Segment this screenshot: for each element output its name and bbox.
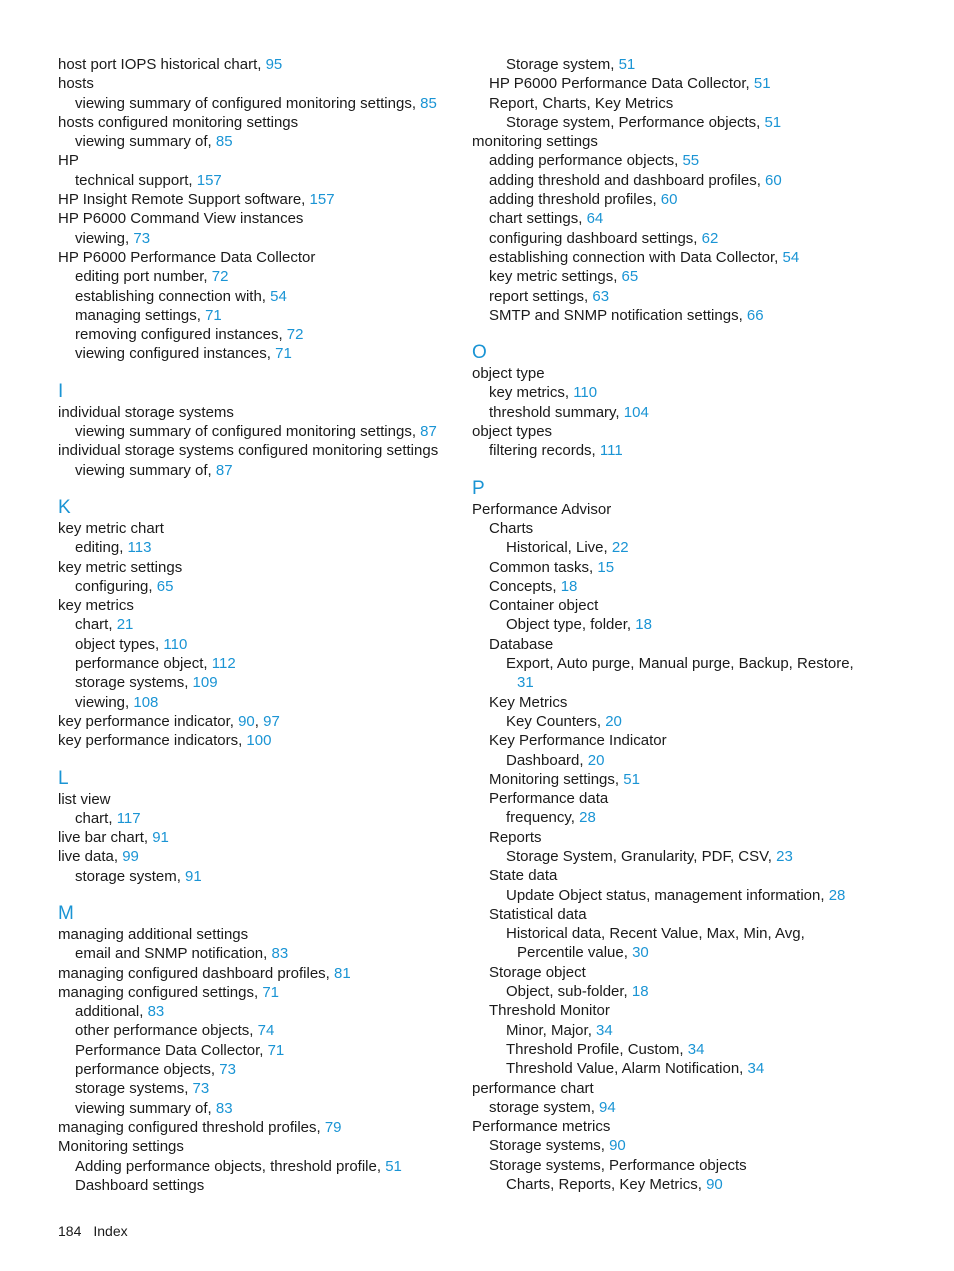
entry-text: Storage systems, Performance objects <box>489 1156 747 1174</box>
index-letter-heading: K <box>58 496 71 518</box>
index-entry <box>58 1118 468 1137</box>
page-link[interactable]: 83 <box>215 1099 233 1117</box>
index-subentry <box>58 171 468 190</box>
index-entry <box>58 983 468 1002</box>
entry-text: Historical data, Recent Value, Max, Min, Avg, <box>506 925 805 943</box>
index-letter-heading: P <box>472 477 485 499</box>
page-link[interactable]: 109 <box>192 674 218 692</box>
page-link[interactable]: 117 <box>116 809 141 827</box>
page-link[interactable]: 71 <box>205 306 222 324</box>
entry-text: removing configured instances, <box>75 326 283 344</box>
page-link[interactable]: 74 <box>257 1022 275 1040</box>
entry-text: Storage System, Granularity, PDF, CSV, <box>506 847 772 865</box>
entry-text: State data <box>489 867 558 885</box>
index-entry <box>58 74 468 93</box>
page-link[interactable]: 51 <box>618 56 636 73</box>
entry-text: Threshold Profile, Custom, <box>506 1040 684 1058</box>
entry-text: viewing configured instances, <box>75 345 271 363</box>
entry-text: individual storage systems configured monitoring settings <box>58 442 439 460</box>
index-subentry <box>472 383 882 402</box>
index-entry <box>472 500 882 519</box>
entry-text: host port IOPS historical chart, <box>58 56 262 73</box>
index-entry <box>58 441 468 460</box>
entry-text: Storage systems, <box>489 1137 605 1155</box>
page-link[interactable]: 97 <box>263 712 280 730</box>
entry-text: adding threshold and dashboard profiles, <box>489 171 761 189</box>
index-subentry <box>472 441 882 460</box>
index-entry <box>472 422 882 441</box>
index-subentry <box>472 943 882 962</box>
entry-text: Concepts, <box>489 577 557 595</box>
index-subentry <box>472 693 882 712</box>
entry-text: viewing summary of, <box>75 461 212 479</box>
entry-text: hosts configured monitoring settings <box>58 113 299 131</box>
page-link[interactable]: 111 <box>599 442 623 460</box>
index-entry <box>472 132 882 151</box>
page-link[interactable]: 157 <box>309 191 335 209</box>
entry-text: report settings, <box>489 287 589 305</box>
index-subentry <box>58 1060 468 1079</box>
index-subentry <box>472 267 882 286</box>
page-link[interactable]: 95 <box>265 56 283 73</box>
entry-text: key performance indicator, <box>58 712 234 730</box>
entry-text: chart, <box>75 616 113 634</box>
page-link[interactable]: 81 <box>334 964 351 982</box>
index-entry <box>58 403 468 422</box>
page-link[interactable]: 64 <box>586 210 604 228</box>
index-subentry <box>472 1175 882 1194</box>
index-subentry <box>472 1156 882 1175</box>
page-link[interactable]: 28 <box>579 809 596 827</box>
entry-text: Key Performance Indicator <box>489 732 667 750</box>
page-link[interactable]: 63 <box>592 287 610 305</box>
page-link[interactable]: 85 <box>420 94 437 112</box>
entry-text: managing additional settings <box>58 925 249 943</box>
index-subentry <box>472 190 882 209</box>
page-link[interactable]: 90 <box>706 1176 723 1194</box>
index-subentry <box>472 905 882 924</box>
index-subentry <box>472 789 882 808</box>
entry-text: Threshold Value, Alarm Notification, <box>506 1060 744 1078</box>
index-subentry <box>472 673 882 692</box>
index-subentry <box>58 344 468 363</box>
entry-text: Adding performance objects, threshold profile, <box>75 1157 382 1175</box>
index-subentry <box>58 267 468 286</box>
index-subentry <box>472 596 882 615</box>
page-link[interactable]: 87 <box>215 461 233 479</box>
entry-text: Monitoring settings <box>58 1138 184 1156</box>
entry-text: Monitoring settings, <box>489 770 620 788</box>
index-subentry <box>472 94 882 113</box>
page-link[interactable]: 54 <box>270 287 287 305</box>
page-link[interactable]: 100 <box>246 732 272 750</box>
entry-text: key metric settings <box>58 558 183 576</box>
index-entry: key performance indicator, 90, 97 <box>58 712 280 730</box>
page-link[interactable]: 110 <box>163 635 188 653</box>
page-number: 184 <box>58 1223 82 1239</box>
index-subentry <box>472 577 882 596</box>
index-letter-heading: L <box>58 767 69 789</box>
index-subentry <box>472 558 882 577</box>
page-link[interactable]: 112 <box>211 655 236 673</box>
entry-text: key metrics, <box>489 384 570 402</box>
index-subentry <box>472 635 882 654</box>
page-link[interactable]: 15 <box>597 558 615 576</box>
index-entry <box>58 209 468 228</box>
index-entry <box>472 1079 882 1098</box>
entry-text: Dashboard settings <box>75 1176 205 1194</box>
entry-text: Key Metrics <box>489 693 568 711</box>
page-link[interactable]: 34 <box>747 1060 765 1078</box>
index-subentry <box>58 229 468 248</box>
page-link[interactable]: 71 <box>275 345 292 363</box>
page-link[interactable]: 91 <box>152 829 169 847</box>
page-link[interactable]: 90 <box>238 712 255 730</box>
index-subentry <box>472 1001 882 1020</box>
index-entry <box>58 113 468 132</box>
entry-text: Object, sub-folder, <box>506 983 628 1001</box>
page-link[interactable]: 83 <box>147 1003 165 1021</box>
index-subentry <box>58 422 468 441</box>
page-link[interactable]: 99 <box>122 848 139 866</box>
index-subentry <box>58 809 468 828</box>
entry-text: viewing summary of, <box>75 1099 212 1117</box>
index-subentry <box>472 209 882 228</box>
entry-text: hosts <box>58 75 94 93</box>
entry-text: storage systems, <box>75 674 189 692</box>
index-subentry <box>58 461 468 480</box>
entry-text: live bar chart, <box>58 829 149 847</box>
entry-text: other performance objects, <box>75 1022 254 1040</box>
entry-text: Key Counters, <box>506 712 602 730</box>
entry-text: HP P6000 Command View instances <box>58 210 304 228</box>
entry-text: performance chart <box>472 1079 594 1097</box>
entry-text: performance object, <box>75 655 208 673</box>
index-subentry <box>58 1079 468 1098</box>
entry-text: key metrics <box>58 597 134 615</box>
page-link[interactable]: 55 <box>682 152 700 170</box>
entry-text: managing configured dashboard profiles, <box>58 964 330 982</box>
entry-text: list view <box>58 790 111 808</box>
entry-text: storage systems, <box>75 1080 189 1098</box>
page-link[interactable]: 62 <box>701 229 719 247</box>
page-footer <box>58 1223 140 1239</box>
index-subentry <box>58 867 468 886</box>
page-link[interactable]: 79 <box>324 1118 342 1136</box>
index-subentry <box>472 1098 882 1117</box>
entry-text: object types <box>472 423 553 441</box>
page-link[interactable]: 23 <box>776 847 793 865</box>
entry-text: HP <box>58 152 79 170</box>
index-subentry <box>472 1040 882 1059</box>
entry-text: Update Object status, management information, <box>506 886 825 904</box>
page-link[interactable]: 72 <box>211 268 229 286</box>
index-entry <box>58 790 468 809</box>
index-entry <box>58 731 468 750</box>
entry-text: Storage system, Performance objects, <box>506 113 761 131</box>
page-link[interactable]: 21 <box>116 616 134 634</box>
entry-text: viewing summary of configured monitoring settings, <box>75 423 416 441</box>
entry-text: Container object <box>489 597 599 615</box>
index-subentry <box>58 635 468 654</box>
page-link[interactable]: 60 <box>765 171 782 189</box>
page-link[interactable]: 34 <box>596 1021 613 1039</box>
index-subentry <box>472 538 882 557</box>
entry-text: establishing connection with, <box>75 287 266 305</box>
page-link[interactable]: 83 <box>271 945 289 963</box>
index-column-left <box>58 55 468 1195</box>
index-subentry <box>58 1021 468 1040</box>
entry-text: Charts <box>489 519 534 537</box>
index-subentry <box>472 886 882 905</box>
page-link[interactable]: 51 <box>764 113 782 131</box>
index-subentry <box>472 1059 882 1078</box>
entry-text: Common tasks, <box>489 558 594 576</box>
index-entry <box>58 190 468 209</box>
entry-text: viewing summary of configured monitoring settings, <box>75 94 416 112</box>
entry-text: managing configured threshold profiles, <box>58 1118 321 1136</box>
entry-text: viewing summary of, <box>75 133 212 151</box>
page-link[interactable]: 91 <box>185 867 202 885</box>
index-entry <box>58 558 468 577</box>
entry-text: additional, <box>75 1003 144 1021</box>
index-subentry <box>58 94 468 113</box>
entry-text: configuring, <box>75 577 153 595</box>
index-entry <box>58 847 468 866</box>
index-subentry <box>472 1136 882 1155</box>
entry-text: storage system, <box>75 867 181 885</box>
entry-text: Performance Advisor <box>472 500 612 518</box>
entry-text: HP P6000 Performance Data Collector, <box>489 75 750 93</box>
entry-text: monitoring settings <box>472 133 598 151</box>
entry-text: Charts, Reports, Key Metrics, <box>506 1176 702 1194</box>
index-subentry <box>472 1021 882 1040</box>
entry-text: filtering records, <box>489 442 596 460</box>
index-subentry <box>472 828 882 847</box>
index-subentry <box>472 770 882 789</box>
index-entry <box>58 964 468 983</box>
entry-text: HP P6000 Performance Data Collector <box>58 248 316 266</box>
page-link[interactable]: 22 <box>611 539 629 557</box>
page-link[interactable]: 28 <box>828 886 846 904</box>
entry-text: Statistical data <box>489 905 587 923</box>
index-letter-heading: M <box>58 902 74 924</box>
entry-text: Historical, Live, <box>506 539 608 557</box>
entry-text: Export, Auto purge, Manual purge, Backup, Restore, <box>506 655 854 673</box>
index-subentry <box>58 1176 468 1195</box>
entry-text: individual storage systems <box>58 403 234 421</box>
entry-text: Performance data <box>489 790 609 808</box>
index-subentry <box>58 306 468 325</box>
entry-text: key performance indicators, <box>58 732 243 750</box>
index-subentry <box>472 151 882 170</box>
page-link[interactable]: 73 <box>133 229 151 247</box>
entry-text: viewing, <box>75 229 130 247</box>
entry-text: Reports <box>489 828 542 846</box>
entry-text: Storage object <box>489 963 586 981</box>
entry-text: editing port number, <box>75 268 208 286</box>
entry-text: Storage system, <box>506 56 615 73</box>
index-subentry <box>472 924 882 943</box>
index-subentry <box>472 982 882 1001</box>
index-subentry <box>58 1099 468 1118</box>
entry-text: Threshold Monitor <box>489 1002 610 1020</box>
entry-text: Database <box>489 635 554 653</box>
index-subentry <box>472 55 882 74</box>
index-subentry <box>58 615 468 634</box>
entry-text: HP Insight Remote Support software, <box>58 191 306 209</box>
page-link[interactable]: 65 <box>621 268 639 286</box>
entry-text: frequency, <box>506 809 575 827</box>
index-subentry <box>472 229 882 248</box>
index-letter-heading: I <box>58 380 64 402</box>
index-subentry <box>472 654 882 673</box>
index-subentry <box>472 74 882 93</box>
index-subentry <box>58 1002 468 1021</box>
index-column-right <box>472 55 882 1194</box>
entry-text: Report, Charts, Key Metrics <box>489 94 674 112</box>
entry-text: key metric chart <box>58 519 164 537</box>
index-entry <box>58 596 468 615</box>
index-entry <box>58 151 468 170</box>
index-entry <box>58 828 468 847</box>
index-subentry <box>58 1157 468 1176</box>
index-subentry <box>58 132 468 151</box>
page-link[interactable]: 108 <box>133 693 159 711</box>
page-link[interactable]: 31 <box>517 674 534 692</box>
index-subentry <box>472 731 882 750</box>
index-entry <box>58 248 468 267</box>
entry-text: object type <box>472 365 545 383</box>
index-subentry <box>472 615 882 634</box>
page-link[interactable]: 20 <box>605 712 622 730</box>
entry-text: adding threshold profiles, <box>489 191 657 209</box>
page-link[interactable]: 18 <box>560 577 578 595</box>
index-subentry <box>472 847 882 866</box>
entry-text: threshold summary, <box>489 403 620 421</box>
index-subentry <box>472 519 882 538</box>
page-link[interactable]: 71 <box>267 1041 285 1059</box>
entry-text: technical support, <box>75 171 193 189</box>
page-link[interactable]: 65 <box>156 577 174 595</box>
index-subentry <box>58 654 468 673</box>
entry-text: key metric settings, <box>489 268 618 286</box>
entry-text: viewing, <box>75 693 130 711</box>
entry-text: Performance Data Collector, <box>75 1041 264 1059</box>
page-link[interactable]: 110 <box>573 384 598 402</box>
index-subentry <box>472 287 882 306</box>
index-subentry <box>58 944 468 963</box>
page-link[interactable]: 94 <box>599 1098 616 1116</box>
page-link[interactable]: 72 <box>286 326 304 344</box>
entry-text: Dashboard, <box>506 751 584 769</box>
entry-text: Performance metrics <box>472 1118 611 1136</box>
page-link[interactable]: 90 <box>609 1137 626 1155</box>
index-entry <box>58 519 468 538</box>
page-link[interactable]: 157 <box>196 171 222 189</box>
index-entry <box>58 55 468 74</box>
index-subentry <box>58 325 468 344</box>
entry-text: managing settings, <box>75 306 201 324</box>
page-link[interactable]: 30 <box>632 944 649 962</box>
page-link[interactable]: 87 <box>420 423 437 441</box>
entry-text: Minor, Major, <box>506 1021 592 1039</box>
entry-text: chart, <box>75 809 113 827</box>
entry-text: SMTP and SNMP notification settings, <box>489 306 743 324</box>
index-subentry <box>58 287 468 306</box>
entry-text: adding performance objects, <box>489 152 679 170</box>
index-subentry <box>58 1041 468 1060</box>
page-link[interactable]: 60 <box>660 191 678 209</box>
index-letter-heading: O <box>472 342 487 364</box>
page-link[interactable]: 73 <box>219 1061 236 1079</box>
index-subentry <box>58 538 468 557</box>
page-link[interactable]: 51 <box>753 75 771 93</box>
section-name: Index <box>93 1223 128 1239</box>
index-entry <box>58 1137 468 1156</box>
page-link[interactable]: 113 <box>127 539 152 557</box>
entry-text: email and SNMP notification, <box>75 945 268 963</box>
page-link[interactable]: 73 <box>192 1080 210 1098</box>
page-link[interactable]: 51 <box>623 770 640 788</box>
index-subentry <box>472 403 882 422</box>
entry-text: performance objects, <box>75 1061 216 1079</box>
index-subentry <box>58 577 468 596</box>
entry-text: live data, <box>58 848 119 866</box>
page-link[interactable]: 51 <box>385 1157 402 1175</box>
entry-text: editing, <box>75 539 124 557</box>
entry-text: object types, <box>75 635 160 653</box>
page-link[interactable]: 18 <box>631 983 649 1001</box>
page-link[interactable]: 71 <box>262 983 279 1001</box>
entry-text: storage system, <box>489 1098 595 1116</box>
page-link[interactable]: 104 <box>623 403 649 421</box>
index-subentry <box>472 808 882 827</box>
page-link[interactable]: 18 <box>635 616 652 634</box>
index-entry <box>472 1117 882 1136</box>
index-subentry <box>472 751 882 770</box>
entry-text: Percentile value, <box>517 944 628 962</box>
entry-text: managing configured settings, <box>58 983 259 1001</box>
page-link[interactable]: 54 <box>782 248 800 266</box>
entry-text: Object type, folder, <box>506 616 632 634</box>
index-subentry <box>472 248 882 267</box>
index-entry <box>58 925 468 944</box>
index-subentry <box>472 171 882 190</box>
page-link[interactable]: 20 <box>587 751 605 769</box>
page-link[interactable]: 34 <box>687 1040 705 1058</box>
index-subentry <box>472 963 882 982</box>
index-subentry <box>472 866 882 885</box>
index-subentry <box>472 306 882 325</box>
index-subentry <box>472 712 882 731</box>
index-subentry <box>58 673 468 692</box>
page-link[interactable]: 85 <box>215 133 233 151</box>
index-subentry <box>472 113 882 132</box>
entry-text: establishing connection with Data Collector, <box>489 248 779 266</box>
entry-text: configuring dashboard settings, <box>489 229 698 247</box>
page-link[interactable]: 66 <box>746 306 764 324</box>
index-subentry <box>58 693 468 712</box>
index-entry <box>472 364 882 383</box>
entry-text: chart settings, <box>489 210 583 228</box>
